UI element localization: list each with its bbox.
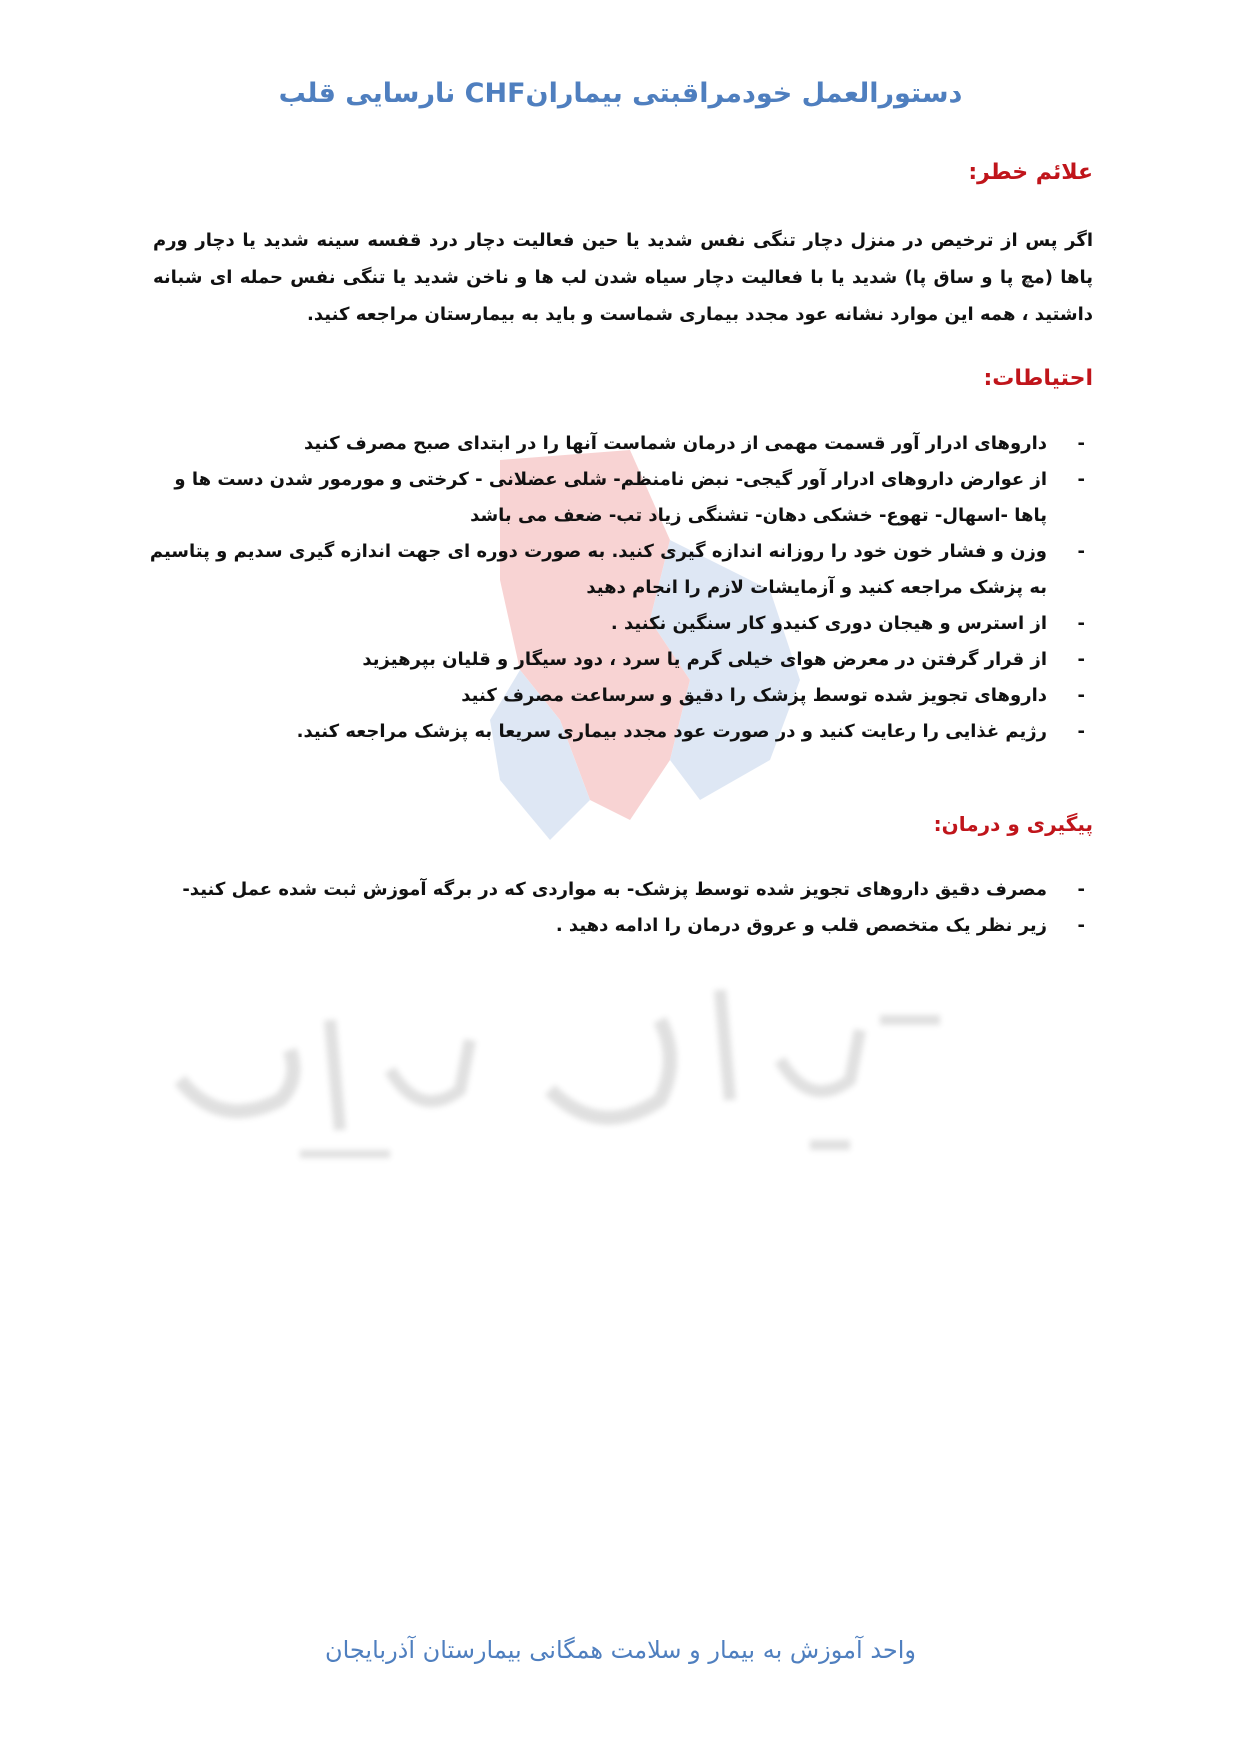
list-item (143, 642, 1093, 678)
list-item-text: داروهای ادرار آور قسمت مهمی از درمان شماست آنها را در ابتدای صبح مصرف کنید (304, 433, 1047, 454)
bullet-dash: - (1077, 915, 1085, 936)
footer-text: واحد آموزش به بیمار و سلامت همگانی بیمارستان آذربایجان (324, 1636, 917, 1664)
bullet-dash: - (1077, 613, 1085, 634)
list-item-text: رژیم غذایی را رعایت کنید و در صورت عود مجدد بیماری سریعا به پزشک مراجعه کنید. (296, 721, 1047, 742)
list-item-text: از استرس و هیجان دوری کنیدو کار سنگین نکنید . (610, 613, 1047, 634)
followup-list (143, 872, 1093, 944)
document-title: دستورالعمل خودمراقبتی بیمارانCHF نارسایی قلب (278, 78, 963, 109)
bullet-dash: - (1077, 879, 1085, 900)
list-item-text: مصرف دقیق داروهای تجویز شده توسط پزشک- به مواردی که در برگه آموزش ثبت شده عمل کنید- (182, 879, 1047, 900)
list-item (143, 714, 1093, 750)
list-item (143, 462, 1093, 534)
danger-signs-heading: علائم خطر: (968, 160, 1093, 185)
list-item-text: از عوارض داروهای ادرار آور گیجی- نبض نامنظم- شلی عضلانی - کرختی و مورمور شدن دست ها و پاها -اسهال- تهوع- خشکی دهان- تشنگی زیاد تب- ضعف می باشد (174, 469, 1047, 526)
list-item (143, 908, 1093, 944)
bullet-dash: - (1077, 541, 1085, 562)
followup-heading: پیگیری و درمان: (933, 812, 1093, 836)
list-item-text: زیر نظر یک متخصص قلب و عروق درمان را ادامه دهید . (555, 915, 1047, 936)
list-item-text: داروهای تجویز شده توسط پزشک را دقیق و سرساعت مصرف کنید (461, 685, 1047, 706)
bullet-dash: - (1077, 433, 1085, 454)
list-item-text: از قرار گرفتن در معرض هوای خیلی گرم یا سرد ، دود سیگار و قلیان بپرهیزید (362, 649, 1047, 670)
list-item-text: وزن و فشار خون خود را روزانه اندازه گیری کنید. به صورت دوره ای جهت اندازه گیری سدیم و پتاسیم به پزشک مراجعه کنید و آزمایشات لازم را انجام دهید (149, 541, 1047, 598)
list-item (143, 534, 1093, 606)
bullet-dash: - (1077, 469, 1085, 490)
bullet-dash: - (1077, 685, 1085, 706)
list-item (143, 678, 1093, 714)
list-item (143, 606, 1093, 642)
bullet-dash: - (1077, 721, 1085, 742)
watermark-script-icon (160, 960, 960, 1180)
bullet-dash: - (1077, 649, 1085, 670)
list-item (143, 426, 1093, 462)
precautions-list (143, 426, 1093, 750)
list-item (143, 872, 1093, 908)
danger-signs-paragraph: اگر پس از ترخیص در منزل دچار تنگی نفس شدید یا حین فعالیت دچار درد قفسه سینه شدید یا دچار ورم پاها (مچ پا و ساق پا) شدید یا با فعالیت دچار سیاه شدن لب ها و ناخن شدید یا تنگی نفس حمله ای شبانه داشتید ، همه این موارد نشانه عود مجدد بیماری شماست و باید به بیمارستان مراجعه کنید. (153, 230, 1093, 325)
precautions-heading: احتیاطات: (983, 366, 1093, 391)
